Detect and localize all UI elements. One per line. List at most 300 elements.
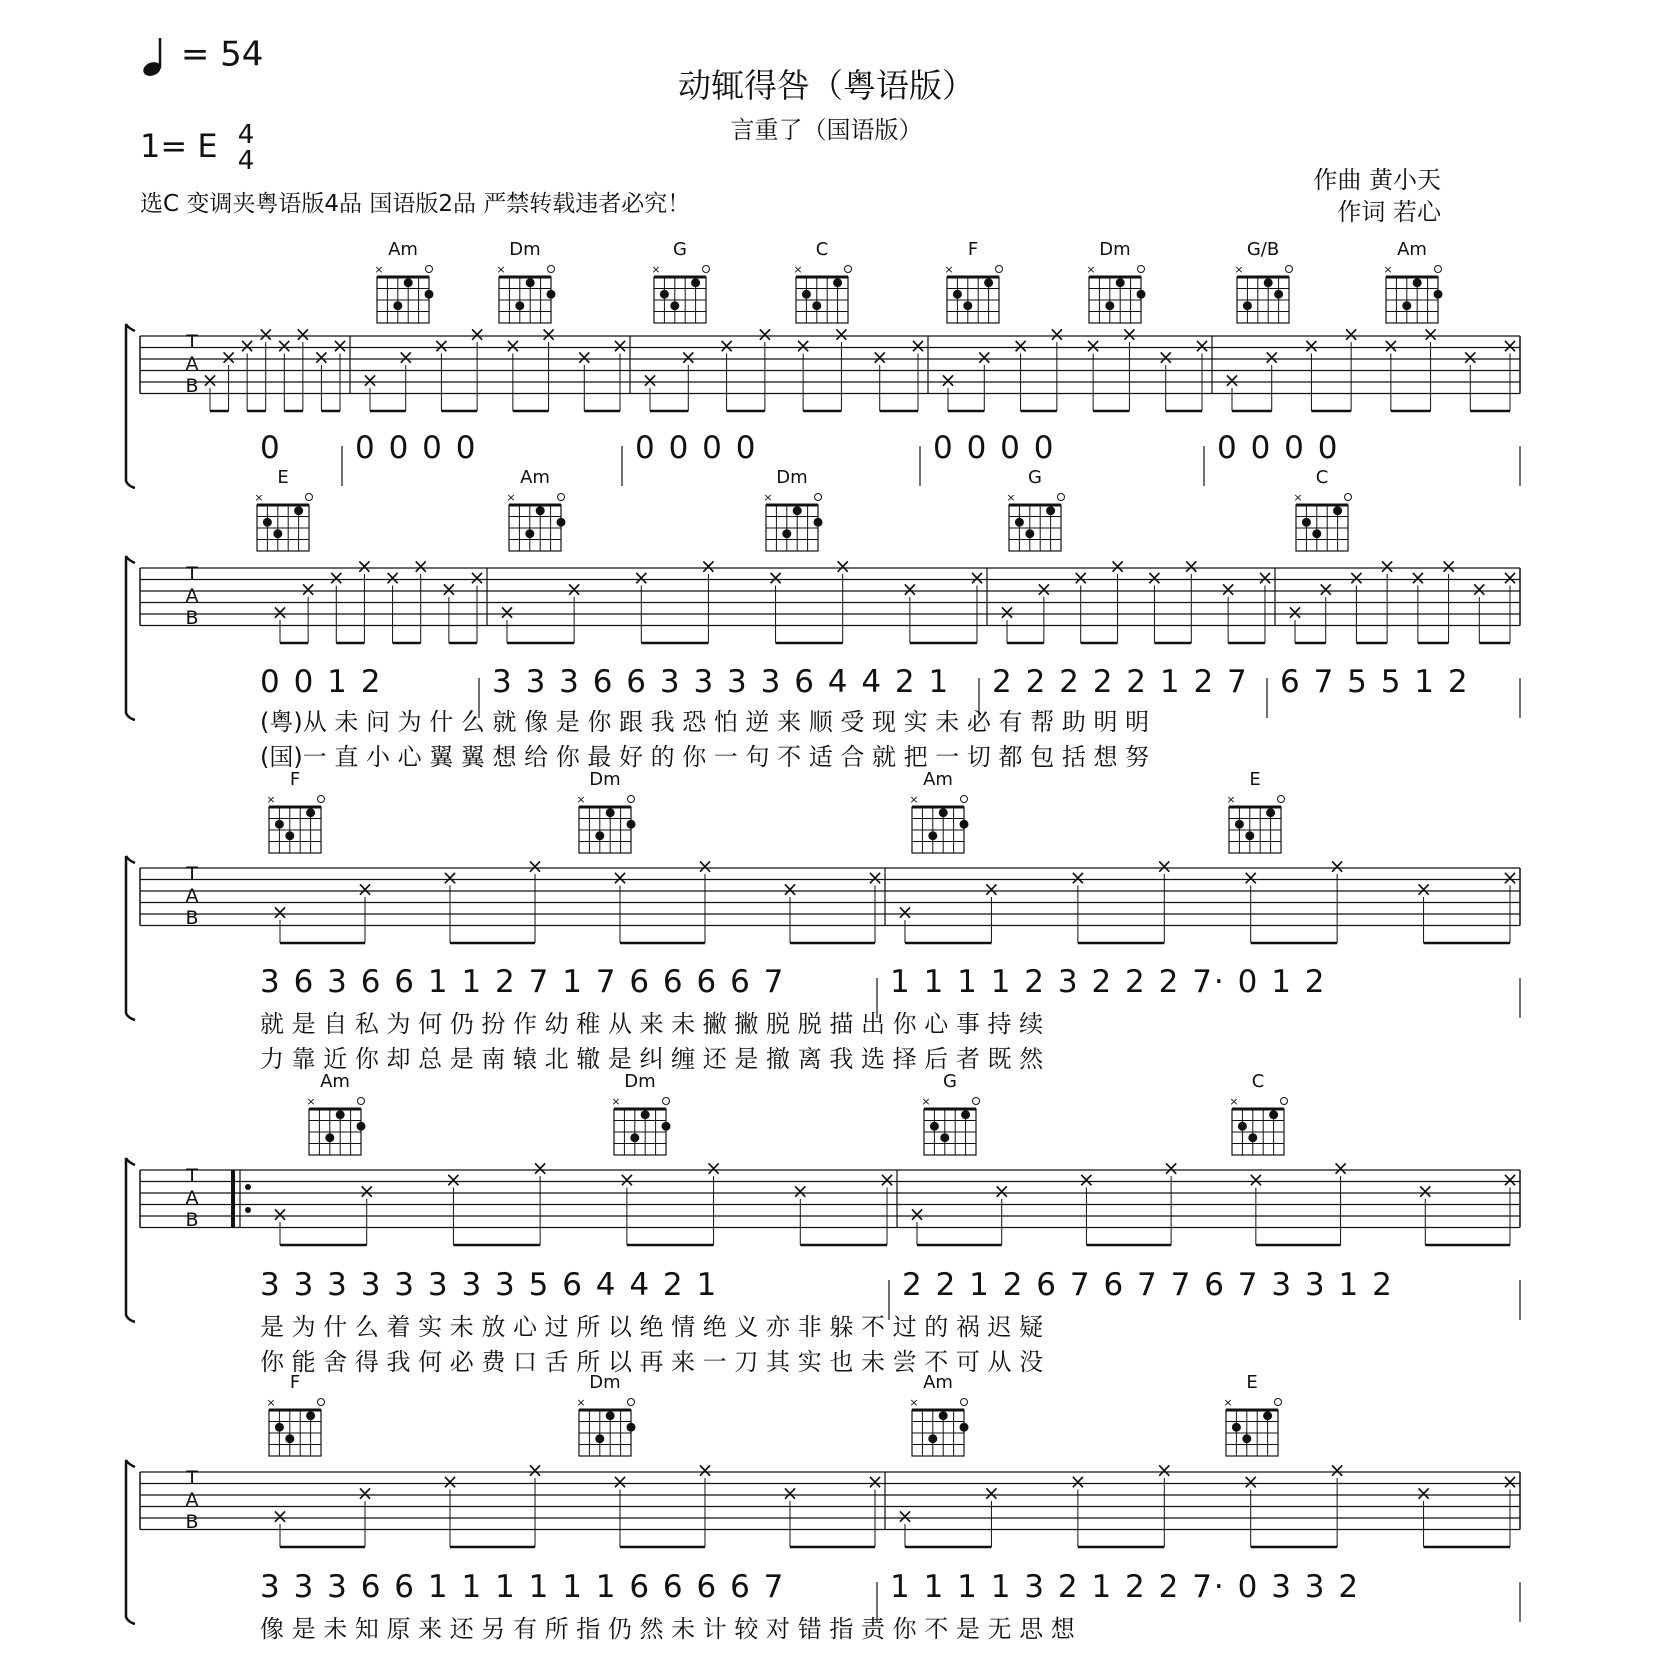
- chord-finger-dot: [928, 1434, 937, 1443]
- tab-pick-mark: ×: [358, 1179, 376, 1203]
- chord-open-mark: [426, 266, 433, 273]
- tab-pick-mark: ×: [618, 1167, 636, 1192]
- tab-pick-mark: ×: [1415, 877, 1432, 901]
- tempo-value: = 54: [180, 34, 264, 75]
- chord-mute-mark: ×: [576, 793, 586, 806]
- chord-finger-dot: [691, 278, 700, 287]
- tab-pick-mark: ×: [834, 554, 852, 578]
- numbered-notation-segment: 3 3 3 6 6 1 1 1 1 1 1 6 6 6 6 7: [260, 1569, 786, 1605]
- chord-open-mark: [1286, 266, 1293, 273]
- chord-finger-dot: [595, 1434, 604, 1443]
- chord-mute-mark: ×: [651, 263, 661, 276]
- tab-pick-mark: ×: [781, 1481, 799, 1505]
- chord-finger-dot: [557, 518, 566, 527]
- tab-pick-mark: ×: [294, 322, 312, 346]
- tab-pick-mark: ×: [696, 854, 714, 878]
- chord-name-Dm: Dm: [589, 1372, 621, 1393]
- chord-finger-dot: [1248, 1133, 1257, 1142]
- tab-pick-mark: ×: [1501, 333, 1519, 358]
- numbered-notation-segment: 0 0 1 2: [260, 664, 383, 700]
- chord-name-C: C: [1315, 467, 1329, 488]
- tab-pick-mark: ×: [1382, 333, 1400, 358]
- chord-open-mark: [845, 266, 852, 273]
- chord-finger-dot: [1243, 301, 1252, 310]
- tab-pick-mark: ×: [299, 577, 317, 601]
- chord-open-mark: [318, 796, 325, 803]
- tab-pick-mark: ×: [1072, 565, 1090, 590]
- tab-pick-mark: ×: [705, 1156, 722, 1180]
- tab-pick-mark: ×: [983, 1481, 1000, 1505]
- chord-open-mark: [318, 1399, 325, 1406]
- chord-open-mark: [961, 796, 968, 803]
- tab-clef-letter: T: [186, 863, 198, 885]
- tab-pick-mark: ×: [1162, 1156, 1180, 1180]
- system-bracket: [126, 556, 135, 720]
- chord-finger-dot: [393, 301, 402, 310]
- tab-pick-mark: ×: [1416, 1179, 1434, 1203]
- chord-name-E: E: [1249, 769, 1261, 790]
- chord-finger-dot: [793, 506, 802, 515]
- tab-pick-mark: ×: [445, 1167, 462, 1192]
- chord-open-mark: [663, 1098, 670, 1105]
- chord-finger-dot: [960, 820, 969, 829]
- tab-pick-mark: ×: [412, 554, 430, 578]
- chord-open-mark: [996, 266, 1003, 273]
- chord-name-C: C: [815, 239, 829, 260]
- chord-finger-dot: [357, 1122, 366, 1131]
- tab-pick-mark: ×: [896, 1504, 914, 1528]
- tab-pick-mark: ×: [531, 1156, 549, 1180]
- chord-finger-dot: [940, 1133, 949, 1142]
- tab-pick-mark: ×: [781, 877, 799, 901]
- song-subtitle: 言重了（国语版）: [730, 116, 923, 144]
- chord-mute-mark: ×: [1223, 1396, 1233, 1409]
- tab-pick-mark: ×: [356, 554, 373, 578]
- chord-name-Dm: Dm: [776, 467, 808, 488]
- tab-pick-mark: ×: [540, 322, 557, 346]
- tab-clef-letter: T: [186, 331, 198, 353]
- chord-open-mark: [1278, 796, 1285, 803]
- lyrics-cantonese: (粤)从 未 问 为 什 么 就 像 是 你 跟 我 恐 怕 逆 来 顺 受 现 实 未 必 有 帮 助 明 明: [260, 708, 1150, 736]
- chord-finger-dot: [833, 278, 842, 287]
- chord-finger-dot: [630, 1133, 639, 1142]
- chord-mute-mark: ×: [506, 491, 516, 504]
- chord-finger-dot: [1413, 278, 1422, 287]
- tab-pick-mark: ×: [201, 368, 219, 392]
- chord-open-mark: [358, 1098, 365, 1105]
- tab-pick-mark: ×: [526, 1458, 544, 1482]
- chord-finger-dot: [306, 1411, 315, 1420]
- tab-pick-mark: ×: [833, 322, 850, 346]
- repeat-dot: [245, 1207, 251, 1213]
- chord-name-G: G: [673, 239, 687, 260]
- chord-finger-dot: [275, 1423, 284, 1432]
- tab-pick-mark: ×: [356, 1481, 374, 1505]
- capo-note: 选C 变调夹粤语版4品 国语版2品 严禁转载违者必究！: [140, 191, 691, 217]
- chord-finger-dot: [536, 506, 545, 515]
- chord-mute-mark: ×: [1234, 263, 1244, 276]
- tab-pick-mark: ×: [271, 1504, 289, 1528]
- chord-name-E: E: [277, 467, 289, 488]
- chord-open-mark: [548, 266, 555, 273]
- tab-pick-mark: ×: [1501, 1469, 1519, 1494]
- composer-credit: 作曲 黄小天: [1313, 166, 1441, 194]
- tab-clef-letter: T: [186, 1467, 198, 1489]
- tab-pick-mark: ×: [1317, 577, 1335, 601]
- chord-name-E: E: [1246, 1372, 1258, 1393]
- tab-pick-mark: ×: [1303, 333, 1320, 358]
- tab-clef-letter: T: [186, 1165, 198, 1187]
- numbered-notation-segment: 1 1 1 1 3 2 1 2 2 7· 0 3 3 2: [890, 1569, 1361, 1605]
- tab-pick-mark: ×: [696, 1458, 714, 1482]
- tab-pick-mark: ×: [1157, 345, 1175, 369]
- tab-pick-mark: ×: [1348, 565, 1365, 590]
- chord-finger-dot: [1232, 1423, 1241, 1432]
- time-sig-bottom: 4: [237, 146, 255, 176]
- tab-pick-mark: ×: [1109, 554, 1126, 578]
- chord-finger-dot: [1269, 1110, 1278, 1119]
- tab-clef-letter: A: [185, 1187, 199, 1209]
- chord-mute-mark: ×: [909, 793, 919, 806]
- tab-pick-mark: ×: [1155, 1458, 1173, 1482]
- tab-pick-mark: ×: [1219, 577, 1237, 601]
- chord-name-F: F: [289, 1372, 301, 1393]
- chord-name-Dm: Dm: [509, 239, 541, 260]
- tab-pick-mark: ×: [993, 1179, 1011, 1203]
- chord-finger-dot: [930, 1122, 939, 1131]
- chord-finger-dot: [1242, 1434, 1251, 1443]
- tab-pick-mark: ×: [878, 1167, 896, 1192]
- tab-clef-letter: B: [185, 1209, 199, 1231]
- chord-mute-mark: ×: [611, 1095, 621, 1108]
- tab-pick-mark: ×: [257, 322, 275, 346]
- tab-pick-mark: ×: [1470, 577, 1488, 601]
- tab-clef-letter: B: [185, 907, 199, 929]
- chord-mute-mark: ×: [909, 1396, 919, 1409]
- chord-finger-dot: [595, 831, 604, 840]
- tab-pick-mark: ×: [896, 900, 914, 924]
- tab-clef-letter: T: [186, 563, 198, 585]
- tab-clef-letter: A: [185, 353, 199, 375]
- chord-finger-dot: [525, 529, 534, 538]
- chord-open-mark: [815, 494, 822, 501]
- tab-pick-mark: ×: [908, 1202, 926, 1226]
- chord-open-mark: [306, 494, 313, 501]
- tab-pick-mark: ×: [1328, 1458, 1346, 1482]
- tab-pick-mark: ×: [679, 345, 697, 369]
- chord-open-mark: [628, 796, 635, 803]
- chord-finger-dot: [1235, 820, 1244, 829]
- numbered-notation-segment: 0 0 0 0: [355, 430, 478, 466]
- chord-mute-mark: ×: [266, 1396, 276, 1409]
- chord-finger-dot: [1105, 301, 1114, 310]
- chord-finger-dot: [1302, 518, 1311, 527]
- tab-pick-mark: ×: [238, 333, 256, 358]
- tab-pick-mark: ×: [1501, 565, 1519, 590]
- lyrics-cantonese: 就 是 自 私 为 何 仍 扮 作 幼 稚 从 来 未 撇 撇 脱 脱 描 出 你 心 事 持 续: [260, 1010, 1044, 1038]
- numbered-notation-segment: 3 3 3 6 6 3 3 3 3 6 4 4 2 1: [492, 664, 951, 700]
- tab-pick-mark: ×: [611, 1469, 629, 1494]
- chord-name-F: F: [967, 239, 979, 260]
- tab-pick-mark: ×: [1247, 1167, 1265, 1192]
- tab-pick-mark: ×: [1422, 322, 1439, 346]
- chord-name-G: G: [1028, 467, 1042, 488]
- tab-pick-mark: ×: [271, 600, 289, 624]
- chord-finger-dot: [306, 808, 315, 817]
- chord-finger-dot: [802, 290, 811, 299]
- chord-open-mark: [1138, 266, 1145, 273]
- tab-pick-mark: ×: [1223, 368, 1241, 392]
- chord-finger-dot: [1238, 1122, 1247, 1131]
- chord-finger-dot: [984, 278, 993, 287]
- chord-finger-dot: [928, 831, 937, 840]
- tab-pick-mark: ×: [909, 333, 927, 358]
- chord-name-G-B: G/B: [1246, 239, 1280, 260]
- tab-pick-mark: ×: [968, 565, 986, 590]
- tab-pick-mark: ×: [468, 322, 486, 346]
- tab-pick-mark: ×: [1286, 600, 1304, 624]
- system-bracket: [126, 856, 135, 1020]
- chord-open-mark: [1281, 1098, 1288, 1105]
- chord-mute-mark: ×: [306, 1095, 316, 1108]
- tab-pick-mark: ×: [1069, 1469, 1087, 1494]
- tab-pick-mark: ×: [975, 345, 993, 369]
- numbered-notation-segment: 0 0 0 0: [933, 430, 1056, 466]
- tab-pick-mark: ×: [441, 865, 459, 890]
- chord-finger-dot: [526, 278, 535, 287]
- chord-open-mark: [1345, 494, 1352, 501]
- chord-finger-dot: [1312, 529, 1321, 538]
- tab-pick-mark: ×: [1409, 565, 1427, 590]
- tab-pick-mark: ×: [1332, 1156, 1349, 1180]
- chord-open-mark: [1058, 494, 1065, 501]
- chord-finger-dot: [1266, 808, 1275, 817]
- tab-pick-mark: ×: [575, 345, 593, 369]
- tab-pick-mark: ×: [1146, 565, 1163, 590]
- numbered-notation-segment: 6 7 5 5 1 2: [1280, 664, 1470, 700]
- chord-name-Am: Am: [320, 1071, 350, 1092]
- song-title: 动辄得咎（粤语版）: [678, 66, 975, 105]
- tab-pick-mark: ×: [504, 333, 522, 358]
- chord-open-mark: [703, 266, 710, 273]
- chord-finger-dot: [1116, 278, 1125, 287]
- tab-pick-mark: ×: [331, 333, 349, 358]
- tab-pick-mark: ×: [1182, 554, 1200, 578]
- repeat-dot: [245, 1184, 251, 1190]
- chord-mute-mark: ×: [254, 491, 264, 504]
- lyrics-cantonese: 像 是 未 知 原 来 还 另 有 所 指 仍 然 未 计 较 对 错 指 责 你 不 是 无 思 想: [260, 1615, 1075, 1643]
- chord-finger-dot: [336, 1110, 345, 1119]
- chord-finger-dot: [325, 1133, 334, 1142]
- tab-pick-mark: ×: [1035, 577, 1053, 601]
- tab-pick-mark: ×: [1069, 865, 1087, 890]
- system-bracket: [126, 1460, 135, 1624]
- tab-pick-mark: ×: [313, 345, 330, 369]
- tab-clef-letter: B: [185, 375, 199, 397]
- tab-pick-mark: ×: [1342, 322, 1360, 346]
- chord-open-mark: [961, 1399, 968, 1406]
- tab-pick-mark: ×: [356, 877, 374, 901]
- tab-pick-mark: ×: [498, 600, 516, 624]
- chord-mute-mark: ×: [1226, 793, 1236, 806]
- chord-name-Dm: Dm: [589, 769, 621, 790]
- tab-pick-mark: ×: [718, 333, 735, 358]
- tab-pick-mark: ×: [1084, 333, 1102, 358]
- tab-pick-mark: ×: [271, 1202, 289, 1226]
- tab-pick-mark: ×: [700, 554, 717, 578]
- chord-mute-mark: ×: [921, 1095, 931, 1108]
- chord-finger-dot: [939, 808, 948, 817]
- chord-finger-dot: [1264, 278, 1273, 287]
- chord-open-mark: [973, 1098, 980, 1105]
- chord-name-C: C: [1251, 1071, 1265, 1092]
- tab-pick-mark: ×: [1048, 322, 1066, 346]
- chord-finger-dot: [1263, 1411, 1272, 1420]
- chord-finger-dot: [963, 301, 972, 310]
- tab-pick-mark: ×: [871, 345, 889, 369]
- chord-name-Am: Am: [923, 1372, 953, 1393]
- tab-pick-mark: ×: [441, 1469, 459, 1494]
- chord-mute-mark: ×: [496, 263, 506, 276]
- chord-finger-dot: [641, 1110, 650, 1119]
- chord-finger-dot: [1137, 290, 1146, 299]
- tab-pick-mark: ×: [433, 333, 450, 358]
- tab-pick-mark: ×: [1256, 565, 1274, 590]
- chord-finger-dot: [1015, 518, 1024, 527]
- chord-finger-dot: [294, 506, 303, 515]
- tab-pick-mark: ×: [1155, 854, 1173, 878]
- numbered-notation-segment: 3 3 3 3 3 3 3 3 5 6 4 4 2 1: [260, 1267, 719, 1303]
- chord-finger-dot: [782, 529, 791, 538]
- chord-finger-dot: [627, 1423, 636, 1432]
- chord-finger-dot: [275, 820, 284, 829]
- chord-finger-dot: [1434, 290, 1443, 299]
- tab-pick-mark: ×: [271, 900, 289, 924]
- chord-finger-dot: [404, 278, 413, 287]
- chord-finger-dot: [285, 1434, 294, 1443]
- system-bracket: [126, 324, 135, 488]
- chord-finger-dot: [425, 290, 434, 299]
- tab-pick-mark: ×: [901, 577, 919, 601]
- tab-pick-mark: ×: [1328, 854, 1346, 878]
- chord-finger-dot: [1274, 290, 1283, 299]
- chord-finger-dot: [1245, 831, 1254, 840]
- chord-open-mark: [628, 1399, 635, 1406]
- chord-open-mark: [1435, 266, 1442, 273]
- chord-finger-dot: [1402, 301, 1411, 310]
- tab-clef-letter: A: [185, 885, 199, 907]
- chord-mute-mark: ×: [266, 793, 276, 806]
- time-sig-top: 4: [237, 120, 255, 150]
- tab-pick-mark: ×: [361, 368, 379, 392]
- tab-pick-mark: ×: [767, 565, 784, 590]
- chord-finger-dot: [627, 820, 636, 829]
- tab-pick-mark: ×: [397, 345, 415, 369]
- chord-finger-dot: [939, 1411, 948, 1420]
- numbered-notation-segment: 0: [260, 430, 282, 466]
- tab-pick-mark: ×: [275, 333, 293, 358]
- chord-mute-mark: ×: [793, 263, 803, 276]
- tab-clef-letter: A: [185, 1489, 199, 1511]
- tab-pick-mark: ×: [1242, 865, 1260, 890]
- tab-pick-mark: ×: [468, 565, 486, 590]
- tab-pick-mark: ×: [1121, 322, 1138, 346]
- chord-open-mark: [1275, 1399, 1282, 1406]
- numbered-notation-segment: 1 1 1 1 2 3 2 2 2 7· 0 1 2: [890, 964, 1327, 1000]
- chord-finger-dot: [606, 1411, 615, 1420]
- tab-pick-mark: ×: [1501, 1167, 1519, 1192]
- tab-pick-mark: ×: [565, 577, 583, 601]
- chord-finger-dot: [1333, 506, 1342, 515]
- numbered-notation-segment: 0 0 0 0: [1217, 430, 1340, 466]
- chord-finger-dot: [1025, 529, 1034, 538]
- tab-pick-mark: ×: [641, 368, 659, 392]
- chord-mute-mark: ×: [1006, 491, 1016, 504]
- chord-finger-dot: [960, 1423, 969, 1432]
- chord-mute-mark: ×: [763, 491, 773, 504]
- chord-finger-dot: [662, 1122, 671, 1131]
- chord-name-G: G: [943, 1071, 957, 1092]
- lyrics-mandarin: 你 能 舍 得 我 何 必 费 口 舌 所 以 再 来 一 刀 其 实 也 未 尝 不 可 从 没: [260, 1348, 1044, 1376]
- lyricist-credit: 作词 若心: [1337, 198, 1441, 226]
- tab-pick-mark: ×: [998, 600, 1016, 624]
- lyrics-mandarin: (国)一 直 小 心 翼 翼 想 给 你 最 好 的 你 一 句 不 适 合 就 把 一 切 都 包 括 想 努: [260, 743, 1150, 771]
- chord-finger-dot: [812, 301, 821, 310]
- tab-pick-mark: ×: [1378, 554, 1396, 578]
- chord-finger-dot: [670, 301, 679, 310]
- tab-clef-letter: B: [185, 607, 199, 629]
- chord-mute-mark: ×: [1293, 491, 1303, 504]
- chord-finger-dot: [547, 290, 556, 299]
- chord-mute-mark: ×: [576, 1396, 586, 1409]
- chord-finger-dot: [961, 1110, 970, 1119]
- numbered-notation-segment: 2 2 2 2 2 1 2 7: [992, 664, 1249, 700]
- chord-finger-dot: [263, 518, 272, 527]
- tab-pick-mark: ×: [1461, 345, 1479, 369]
- chord-mute-mark: ×: [1086, 263, 1096, 276]
- chord-finger-dot: [606, 808, 615, 817]
- chord-finger-dot: [273, 529, 282, 538]
- chord-finger-dot: [285, 831, 294, 840]
- tab-pick-mark: ×: [939, 368, 957, 392]
- tab-pick-mark: ×: [1501, 865, 1519, 890]
- chord-finger-dot: [660, 290, 669, 299]
- tab-clef-letter: B: [185, 1511, 199, 1533]
- lyrics-mandarin: 力 靠 近 你 却 总 是 南 辕 北 辙 是 纠 缠 还 是 撤 离 我 选 择 后 者 既 然: [260, 1045, 1044, 1073]
- tab-pick-mark: ×: [1440, 554, 1457, 578]
- tab-pick-mark: ×: [1012, 333, 1029, 358]
- tab-pick-mark: ×: [794, 333, 812, 358]
- chord-name-Am: Am: [1397, 239, 1427, 260]
- tab-pick-mark: ×: [1415, 1481, 1432, 1505]
- tab-pick-mark: ×: [632, 565, 650, 590]
- chord-name-Am: Am: [923, 769, 953, 790]
- tab-pick-mark: ×: [983, 877, 1000, 901]
- numbered-notation-segment: 2 2 1 2 6 7 6 7 7 6 7 3 3 1 2: [902, 1267, 1394, 1303]
- numbered-notation-segment: 3 6 3 6 6 1 1 2 7 1 7 6 6 6 6 7: [260, 964, 786, 1000]
- lyrics-cantonese: 是 为 什 么 着 实 未 放 心 过 所 以 绝 情 绝 义 亦 非 躲 不 过 的 祸 迟 疑: [260, 1313, 1044, 1341]
- tab-pick-mark: ×: [611, 865, 629, 890]
- tab-pick-mark: ×: [866, 865, 884, 890]
- system-bracket: [126, 1158, 135, 1322]
- tab-pick-mark: ×: [384, 565, 401, 590]
- chord-mute-mark: ×: [1383, 263, 1393, 276]
- numbered-notation-segment: 0 0 0 0: [635, 430, 758, 466]
- tab-pick-mark: ×: [440, 577, 458, 601]
- tab-pick-mark: ×: [1263, 345, 1281, 369]
- chord-finger-dot: [515, 301, 524, 310]
- tab-pick-mark: ×: [1242, 1469, 1260, 1494]
